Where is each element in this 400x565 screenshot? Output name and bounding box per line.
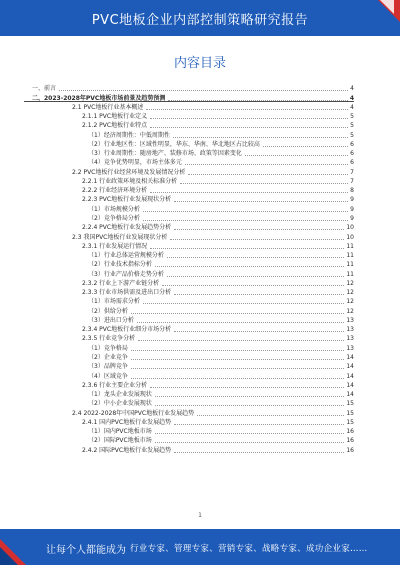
toc-leader-dots: [167, 257, 345, 258]
toc-entry-page: 6: [350, 159, 354, 167]
toc-leader-dots: [146, 109, 348, 110]
toc-entry-page: 12: [346, 307, 354, 315]
report-title: PVC地板企业内部控制策略研究报告: [91, 13, 309, 28]
toc-leader-dots: [131, 378, 345, 379]
toc-leader-dots: [168, 100, 347, 101]
toc-leader-dots: [170, 239, 344, 240]
toc-entry[interactable]: [24, 427, 354, 436]
toc-entry-label: （3）品牌竞争: [88, 363, 128, 371]
toc-leader-dots: [131, 313, 345, 314]
toc-entry-label: 2.4.2 国际PVC地板行业发展趋势: [82, 446, 172, 454]
toc-entry-label: （1）国内PVC地板市场: [88, 428, 152, 436]
toc-leader-dots: [263, 146, 348, 147]
toc-entry-label: 2.3 我国PVC地板行业发展现状分析: [72, 233, 168, 241]
toc-entry[interactable]: [24, 306, 354, 315]
toc-entry-label: 2.3.6 行业主要企业分析: [82, 381, 148, 389]
toc-entry-label: （3）行业周期性：随房地产、装修市场、政策等因素变化: [88, 150, 242, 158]
toc-leader-dots: [174, 452, 344, 453]
page-header: [0, 0, 400, 36]
toc-leader-dots: [155, 405, 345, 406]
toc-entry-page: 11: [346, 261, 354, 269]
toc-entry-page: 4: [349, 94, 354, 102]
toc-leader-dots: [143, 211, 348, 212]
toc-entry-label: （2）行业地区性：区域性明显，华东、华南、华北地区占比较高: [88, 140, 260, 148]
toc-leader-dots: [155, 442, 345, 443]
toc-entry[interactable]: [24, 167, 354, 176]
toc-entry-page: 6: [350, 140, 354, 148]
toc-entry-page: 9: [350, 205, 354, 213]
toc-entry-page: 5: [350, 122, 354, 130]
toc-entry[interactable]: [24, 316, 354, 325]
toc-entry-label: 2.1.1 PVC地板行业定义: [82, 113, 148, 121]
toc-entry[interactable]: [24, 177, 354, 186]
toc-entry-page: 9: [350, 196, 354, 204]
toc-leader-dots: [180, 183, 348, 184]
toc-leader-dots: [197, 415, 344, 416]
toc-entry-label: （1）经济周期性：中低周期性: [88, 131, 170, 139]
toc-leader-dots: [150, 248, 344, 249]
toc-entry-page: 12: [346, 289, 354, 297]
toc-entry[interactable]: [24, 130, 354, 139]
toc-leader-dots: [138, 340, 344, 341]
toc-entry-page: 14: [346, 372, 354, 380]
toc-leader-dots: [167, 276, 345, 277]
toc-entry-page: 14: [346, 381, 354, 389]
toc-leader-dots: [143, 220, 348, 221]
toc-entry[interactable]: [24, 436, 354, 445]
toc-leader-dots: [174, 201, 348, 202]
toc-entry-page: 10: [346, 233, 354, 241]
toc-entry[interactable]: [24, 158, 354, 167]
toc-entry-page: 14: [346, 391, 354, 399]
toc-entry[interactable]: [24, 232, 354, 241]
toc-entry-label: （1）竞争格局: [88, 344, 128, 352]
toc-entry-label: 2.3.2 行业上下游产业链分析: [82, 279, 160, 287]
toc-entry[interactable]: [24, 195, 354, 204]
toc-entry-label: 2.3.3 行业市场供需及进出口分析: [82, 289, 172, 297]
toc-entry[interactable]: [24, 362, 354, 371]
toc-leader-dots: [174, 424, 344, 425]
toc-entry-label: 2.2.4 PVC地板行业发展趋势分析: [82, 224, 172, 232]
toc-entry[interactable]: [24, 186, 354, 195]
toc-entry-page: 14: [346, 363, 354, 371]
toc-entry-label: （1）行业总体运营规模分析: [88, 252, 164, 260]
toc-leader-dots: [59, 90, 348, 91]
toc-entry-page: 5: [350, 131, 354, 139]
toc-entry[interactable]: [24, 325, 354, 334]
toc-entry-label: （3）行业产品价格走势分析: [88, 270, 164, 278]
toc-entry[interactable]: [24, 204, 354, 213]
toc-entry[interactable]: [24, 242, 354, 251]
toc-entry[interactable]: [24, 223, 354, 232]
toc-entry[interactable]: [24, 353, 354, 362]
toc-heading: 内容目录: [173, 56, 226, 71]
toc-entry[interactable]: [24, 297, 354, 306]
toc-leader-dots: [131, 368, 345, 369]
toc-entry-page: 16: [346, 446, 354, 454]
toc-entry-label: 2.3.5 行业竞争分析: [82, 335, 136, 343]
toc-entry[interactable]: [24, 251, 354, 260]
toc-entry-label: 2.3.4 PVC地板行业细分市场分析: [82, 326, 172, 334]
toc-entry-label: （2）供给分析: [88, 307, 128, 315]
page-footer: [0, 529, 400, 565]
toc-entry[interactable]: [24, 288, 354, 297]
toc-entry-page: 15: [346, 400, 354, 408]
toc-entry[interactable]: [24, 93, 354, 102]
toc-entry-label: 二、2023-2028年PVC地板市场前景及趋势预测: [32, 94, 166, 102]
toc-leader-dots: [150, 127, 348, 128]
toc-entry-label: 2.1 PVC地板行业基本概述: [72, 103, 144, 111]
footer-corner-blue: [0, 547, 18, 565]
toc-entry[interactable]: [24, 103, 354, 112]
toc-entry[interactable]: [24, 371, 354, 380]
toc-entry-page: 12: [346, 298, 354, 306]
toc-entry-label: （4）区域竞争: [88, 372, 128, 380]
toc-entry-page: 11: [346, 270, 354, 278]
toc-entry-page: 11: [346, 242, 354, 250]
toc-entry-page: 9: [350, 214, 354, 222]
toc-leader-dots: [155, 396, 345, 397]
footer-roles: 行业专家、管理专家、营销专家、战略专家、成功企业家……: [130, 544, 368, 554]
page-number: 1: [198, 512, 202, 519]
toc-leader-dots: [155, 433, 345, 434]
toc-entry-page: 8: [350, 187, 354, 195]
corner-ribbon-white: [380, 0, 394, 14]
toc-entry[interactable]: [24, 445, 354, 454]
toc-leader-dots: [150, 118, 348, 119]
toc-entry-label: 2.2.3 PVC地板行业发展现状分析: [82, 196, 172, 204]
toc-entry-page: 4: [350, 103, 354, 111]
toc-entry-label: （2）企业竞争: [88, 353, 128, 361]
toc-leader-dots: [131, 350, 345, 351]
toc-entry-page: 13: [346, 326, 354, 334]
toc-entry[interactable]: [24, 334, 354, 343]
toc-entry-label: （4）竞争优势明显，市场主体多元: [88, 159, 182, 167]
toc-entry-page: 14: [346, 353, 354, 361]
toc-entry-page: 7: [350, 177, 354, 185]
toc-entry[interactable]: [24, 381, 354, 390]
toc-entry-page: 12: [346, 279, 354, 287]
toc-entry-label: （3）进出口分析: [88, 316, 134, 324]
toc-entry-page: 15: [346, 418, 354, 426]
toc-entry[interactable]: [24, 112, 354, 121]
toc-entry[interactable]: [24, 343, 354, 352]
toc-entry-page: 15: [346, 409, 354, 417]
toc-entry-label: （2）国际PVC地板市场: [88, 437, 152, 445]
toc-leader-dots: [137, 322, 345, 323]
toc-leader-dots: [245, 155, 348, 156]
toc-entry-page: 6: [350, 150, 354, 158]
toc-entry-label: 2.2.2 行业经济环境分析: [82, 187, 148, 195]
toc-entry-page: 5: [350, 113, 354, 121]
toc-leader-dots: [185, 164, 348, 165]
toc-leader-dots: [150, 192, 348, 193]
toc-entry-label: 2.2 PVC地板行业经营环境及发展情况分析: [72, 168, 186, 176]
toc-entry[interactable]: [24, 84, 354, 93]
toc-entry-label: （1）市场规模分析: [88, 205, 140, 213]
toc-leader-dots: [143, 303, 345, 304]
toc-entry[interactable]: [24, 279, 354, 288]
toc-entry-label: （2）中小企业发展现状: [88, 400, 152, 408]
toc-leader-dots: [173, 137, 348, 138]
toc-entry-label: 2.2.1 行业政策环境及相关标准分析: [82, 177, 178, 185]
toc-entry-page: 13: [346, 344, 354, 352]
toc-leader-dots: [155, 266, 345, 267]
toc-entry[interactable]: [24, 390, 354, 399]
toc-entry-label: （1）龙头企业发展现状: [88, 391, 152, 399]
toc-entry-page: 13: [346, 316, 354, 324]
toc-entry-label: （2）行业技术指标分析: [88, 261, 152, 269]
toc-entry-page: 11: [346, 252, 354, 260]
toc-entry[interactable]: [24, 408, 354, 417]
toc-leader-dots: [174, 294, 344, 295]
toc-leader-dots: [188, 174, 348, 175]
toc-entry-page: 16: [346, 437, 354, 445]
toc-leader-dots: [174, 229, 344, 230]
toc-entry-label: 一、前言: [32, 85, 57, 93]
table-of-contents: [24, 84, 354, 455]
toc-entry-page: 4: [350, 85, 354, 93]
toc-entry-label: 2.3.1 行业发展运行情况: [82, 242, 148, 250]
toc-entry[interactable]: [24, 399, 354, 408]
toc-entry-label: （1）市场需求分析: [88, 298, 140, 306]
toc-entry-page: 7: [350, 168, 354, 176]
toc-entry-label: 2.4 2022-2028年中国PVC地板行业发展趋势: [72, 409, 195, 417]
toc-entry[interactable]: [24, 260, 354, 269]
toc-entry-page: 16: [346, 428, 354, 436]
toc-entry[interactable]: [24, 269, 354, 278]
toc-leader-dots: [150, 387, 344, 388]
toc-entry-label: 2.4.1 国内PVC地板行业发展趋势: [82, 418, 172, 426]
toc-leader-dots: [162, 285, 344, 286]
toc-leader-dots: [174, 331, 344, 332]
toc-entry-page: 10: [346, 224, 354, 232]
toc-entry-label: 2.1.2 PVC地板行业特点: [82, 122, 148, 130]
toc-entry[interactable]: [24, 121, 354, 130]
toc-entry-label: （2）竞争格局分析: [88, 214, 140, 222]
toc-entry-page: 13: [346, 335, 354, 343]
footer-slogan: 让每个人都能成为: [46, 545, 126, 556]
toc-leader-dots: [131, 359, 345, 360]
toc-entry[interactable]: [24, 140, 354, 149]
toc-entry[interactable]: [24, 418, 354, 427]
toc-entry[interactable]: [24, 214, 354, 223]
toc-entry[interactable]: [24, 149, 354, 158]
